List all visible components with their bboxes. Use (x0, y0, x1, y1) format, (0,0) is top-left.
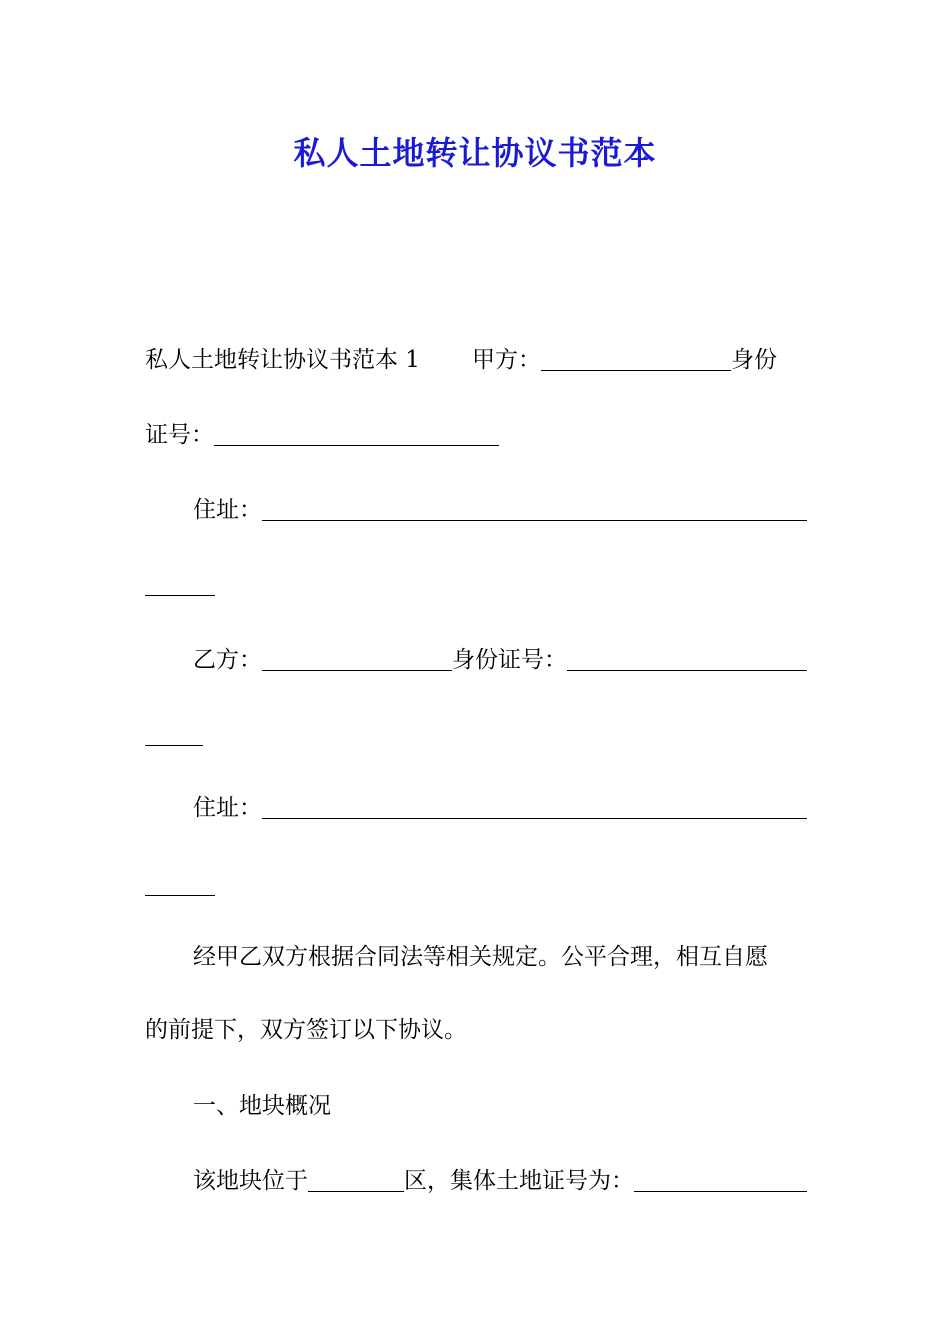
land-certificate-label: 区，集体土地证号为： (404, 1168, 634, 1194)
party-b-id-label: 身份证号： (452, 647, 567, 673)
party-a-id-label-start: 身份 (730, 347, 777, 373)
land-location-line (193, 1161, 807, 1201)
party-a-name-blank[interactable] (541, 370, 731, 371)
section-heading-line (193, 1086, 807, 1126)
party-a-id-line (145, 415, 807, 455)
land-certificate-blank[interactable] (634, 1191, 807, 1192)
party-b-address-line (193, 788, 807, 828)
party-a-id-label-end: 证号： (145, 422, 214, 448)
party-a-address-continuation (145, 565, 807, 605)
party-b-address-continuation (145, 865, 807, 905)
body-paragraph-text: 经甲乙双方根据合同法等相关规定。公平合理，相互自愿 (193, 944, 768, 970)
party-a-address-line (193, 490, 807, 530)
party-b-id-blank[interactable] (567, 670, 807, 671)
agreement-heading: 私人土地转让协议书范本 1 (145, 347, 420, 373)
body-paragraph-text: 的前提下，双方签订以下协议。 (145, 1017, 467, 1043)
district-blank[interactable] (308, 1191, 404, 1192)
section-heading-land-overview: 一、地块概况 (193, 1093, 331, 1119)
document-title: 私人土地转让协议书范本 (293, 134, 657, 172)
body-paragraph-line (145, 1010, 807, 1050)
party-a-id-blank[interactable] (214, 445, 499, 446)
party-a-label: 甲方： (471, 347, 541, 373)
land-location-label: 该地块位于 (193, 1168, 308, 1194)
party-b-address-label: 住址： (193, 795, 262, 821)
party-b-address-blank-cont[interactable] (145, 895, 215, 896)
party-b-name-blank[interactable] (262, 670, 452, 671)
party-a-address-blank-cont[interactable] (145, 595, 215, 596)
party-b-id-blank-cont[interactable] (145, 745, 203, 746)
party-a-line (145, 340, 807, 380)
party-a-address-blank[interactable] (262, 520, 807, 521)
party-b-label: 乙方： (193, 647, 262, 673)
party-b-line (193, 640, 807, 680)
party-a-address-label: 住址： (193, 497, 262, 523)
party-b-address-blank[interactable] (262, 818, 807, 819)
body-paragraph-line (193, 937, 807, 977)
party-b-id-continuation (145, 715, 807, 755)
